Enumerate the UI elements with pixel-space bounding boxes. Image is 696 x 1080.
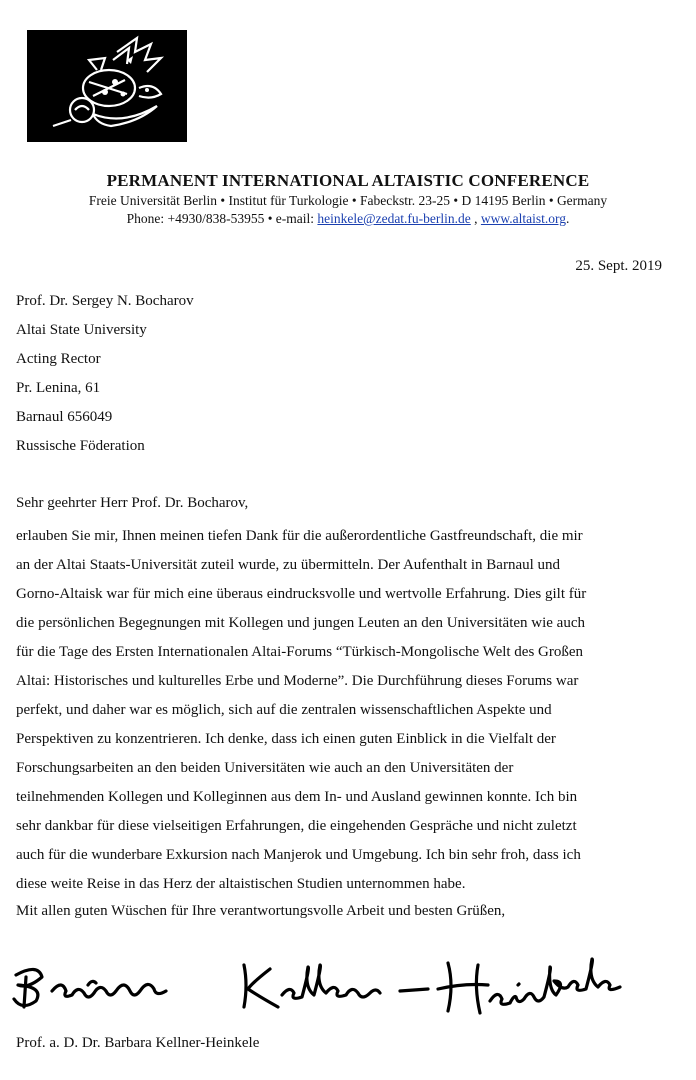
body-line: Altai: Historisches und kulturelles Erbe und Moderne”. Die Durchführung dieses Forums war <box>16 673 579 689</box>
contact-suffix: . <box>566 211 570 226</box>
body-line: auch für die wunderbare Exkursion nach Manjerok und Umgebung. Ich bin sehr froh, dass ich <box>16 847 581 863</box>
body-line: erlauben Sie mir, Ihnen meinen tiefen Dank für die außerordentliche Gastfreundschaft, die mir <box>16 528 583 544</box>
handwritten-signature <box>8 955 668 1025</box>
body-line: die persönlichen Begegnungen mit Kollegen und jungen Leuten an den Universitäten wie auch <box>16 615 585 631</box>
email-link[interactable]: heinkele@zedat.fu-berlin.de <box>317 211 471 226</box>
organization-title: PERMANENT INTERNATIONAL ALTAISTIC CONFERENCE <box>106 171 590 190</box>
signature-drawing <box>8 955 668 1025</box>
closing-line: Mit allen guten Wüschen für Ihre verantwortungsvolle Arbeit und besten Grüßen, <box>16 903 506 919</box>
recipient-institution: Altai State University <box>16 322 147 338</box>
link-separator: , <box>470 211 481 226</box>
organization-address: Freie Universität Berlin • Institut für Turkologie • Fabeckstr. 23-25 • D 14195 Berlin • Germany <box>88 193 608 208</box>
recipient-city: Barnaul 656049 <box>16 409 113 425</box>
body-line: Perspektiven zu konzentrieren. Ich denke, dass ich einen guten Einblick in die Vielfalt der <box>16 731 556 747</box>
recipient-name: Prof. Dr. Sergey N. Bocharov <box>16 293 194 309</box>
letterhead <box>0 170 696 228</box>
salutation: Sehr geehrter Herr Prof. Dr. Bocharov, <box>16 495 249 511</box>
body-line: sehr dankbar für diese vielseitigen Erfahrungen, die eingehenden Gespräche und nicht zuletzt <box>16 818 577 834</box>
recipient-street: Pr. Lenina, 61 <box>16 380 101 396</box>
body-line: teilnehmenden Kollegen und Kolleginnen aus dem In- und Ausland gewinnen konnte. Ich bin <box>16 789 578 805</box>
body-line: an der Altai Staats-Universität zuteil wurde, zu übermitteln. Der Aufenthalt in Barnaul und <box>16 557 561 573</box>
letter-body <box>16 522 676 899</box>
body-line: diese weite Reise in das Herz der altaistischen Studien unternommen habe. <box>16 876 466 892</box>
body-line: Forschungsarbeiten an den beiden Universitäten wie auch an den Universitäten der <box>16 760 514 776</box>
recipient-country: Russische Föderation <box>16 438 145 454</box>
organization-contact <box>0 210 696 228</box>
body-line: Gorno-Altaisk war für mich eine überaus eindrucksvolle und wertvolle Erfahrung. Dies gilt für <box>16 586 587 602</box>
recipient-address <box>16 287 194 461</box>
body-line: für die Tage des Ersten Internationalen Altai-Forums “Türkisch-Mongolische Welt des Großen <box>16 644 584 660</box>
phone-text: Phone: +4930/838-53955 • e-mail: <box>126 211 318 226</box>
recipient-role: Acting Rector <box>16 351 101 367</box>
letter-date: 25. Sept. 2019 <box>575 258 662 274</box>
body-line: perfekt, und daher war es möglich, sich auf die zentralen wissenschaftlichen Aspekte und <box>16 702 552 718</box>
website-link[interactable]: www.altaist.org <box>480 211 567 226</box>
signer-name: Prof. a. D. Dr. Barbara Kellner-Heinkele <box>16 1035 260 1051</box>
conference-logo <box>27 30 187 142</box>
emblem-icon <box>27 30 187 142</box>
